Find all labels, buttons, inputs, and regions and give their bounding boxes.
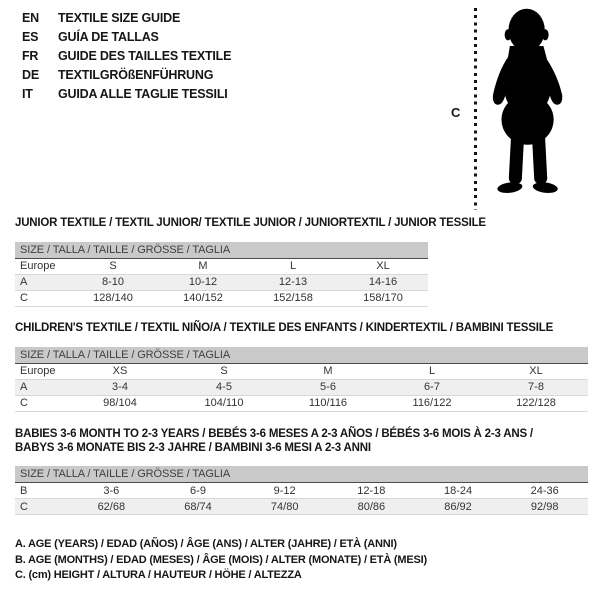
- footnote-list: [15, 537, 427, 584]
- table-row: [15, 291, 428, 307]
- footnote-line: C. (cm) HEIGHT / ALTURA / HAUTEUR / HÖHE / ALTEZZA: [15, 569, 302, 581]
- size-cell: L: [428, 365, 436, 377]
- language-list: [22, 9, 231, 104]
- size-cell: 4-5: [216, 381, 232, 393]
- size-cell: 9-12: [273, 484, 296, 497]
- table-title-line2: BABYS 3-6 MONATE BIS 2-3 JAHRE / BAMBINI 3-6 MESI A 2-3 ANNI: [15, 441, 371, 454]
- language-code: EN: [22, 11, 39, 25]
- size-cell: 6-7: [424, 381, 440, 393]
- language-row: [22, 66, 231, 85]
- language-label: TEXTILGRÖßENFÜHRUNG: [58, 68, 214, 82]
- table-body: [15, 483, 588, 515]
- size-cell: 18-24: [443, 484, 473, 497]
- language-row: [22, 28, 231, 47]
- size-cell: 128/140: [93, 292, 133, 304]
- height-c-label: C: [451, 105, 461, 120]
- table-row: [15, 380, 588, 396]
- size-cell: 10-12: [188, 276, 218, 288]
- size-cell: 5-6: [320, 381, 336, 393]
- table-title: JUNIOR TEXTILE / TEXTIL JUNIOR/ TEXTILE JUNIOR / JUNIORTEXTIL / JUNIOR TESSILE: [15, 217, 486, 229]
- size-table-section-babies: [15, 428, 588, 515]
- size-cell: 116/122: [412, 397, 452, 409]
- table-row: [15, 499, 588, 515]
- size-cell: 24-36: [530, 484, 559, 497]
- size-cell: S: [109, 260, 117, 272]
- size-cell: 3-6: [103, 484, 120, 497]
- size-cell: 62/68: [97, 500, 126, 513]
- language-code: FR: [22, 49, 39, 63]
- size-cell: 6-9: [190, 484, 206, 497]
- language-row: [22, 47, 231, 66]
- size-cell: 7-8: [528, 381, 544, 393]
- row-label: A: [20, 381, 28, 393]
- baby-silhouette-icon: [481, 5, 576, 210]
- language-label: GUIDE DES TAILLES TEXTILE: [58, 49, 232, 63]
- size-cell: 12-13: [278, 276, 308, 288]
- language-code: DE: [22, 68, 39, 82]
- size-cell: 12-18: [357, 484, 386, 497]
- row-label: Europe: [20, 365, 56, 377]
- size-cell: S: [220, 365, 228, 377]
- height-dotted-line: [474, 8, 477, 210]
- table-row: [15, 364, 588, 380]
- table-row: [15, 483, 588, 499]
- size-cell: 140/152: [183, 292, 223, 304]
- language-code: IT: [22, 87, 33, 101]
- size-cell: 158/170: [363, 292, 403, 304]
- size-cell: 68/74: [184, 500, 212, 513]
- table-body: [15, 364, 588, 412]
- language-label: TEXTILE SIZE GUIDE: [58, 11, 181, 25]
- size-cell: 8-10: [101, 276, 125, 288]
- table-title: CHILDREN'S TEXTILE / TEXTIL NIÑO/A / TEXTILE DES ENFANTS / KINDERTEXTIL / BAMBINI TESSILE: [15, 322, 554, 334]
- size-header-bar: SIZE / TALLA / TAILLE / GRÖSSE / TAGLIA: [15, 242, 428, 259]
- footnote-line: A. AGE (YEARS) / EDAD (AÑOS) / ÂGE (ANS) / ALTER (JAHRE) / ETÀ (ANNI): [15, 538, 397, 550]
- size-cell: 3-4: [112, 381, 128, 393]
- size-table-section-junior: [15, 217, 486, 307]
- size-header-bar: SIZE / TALLA / TAILLE / GRÖSSE / TAGLIA: [15, 347, 588, 364]
- size-cell: 74/80: [270, 500, 299, 513]
- size-cell: 86/92: [444, 500, 472, 513]
- row-label: C: [20, 397, 28, 409]
- size-header-bar: SIZE / TALLA / TAILLE / GRÖSSE / TAGLIA: [15, 466, 588, 483]
- language-row: [22, 85, 231, 104]
- table-row: [15, 275, 428, 291]
- size-cell: 122/128: [516, 397, 556, 409]
- size-cell: 14-16: [368, 276, 398, 288]
- size-cell: 152/158: [273, 292, 313, 304]
- row-label: C: [20, 500, 28, 513]
- size-cell: 80/86: [357, 500, 386, 513]
- table-row: [15, 259, 428, 275]
- row-label: C: [20, 292, 28, 304]
- size-cell: 98/104: [103, 397, 137, 409]
- language-label: GUIDA ALLE TAGLIE TESSILI: [58, 87, 228, 101]
- language-row: [22, 9, 231, 28]
- row-label: A: [20, 276, 28, 288]
- row-label: Europe: [20, 260, 56, 272]
- size-cell: L: [289, 260, 297, 272]
- size-table-section-children: [15, 322, 588, 412]
- size-cell: XL: [529, 365, 543, 377]
- size-cell: M: [198, 260, 208, 272]
- language-code: ES: [22, 30, 39, 44]
- size-cell: 104/110: [204, 397, 244, 409]
- size-cell: XS: [112, 365, 128, 377]
- size-cell: XL: [376, 260, 390, 272]
- size-cell: 92/98: [530, 500, 559, 513]
- table-title: BABIES 3-6 MONTH TO 2-3 YEARS / BEBÉS 3-6 MESES A 2-3 AÑOS / BÉBÉS 3-6 MOIS À 2-3 ANS /: [15, 428, 533, 440]
- table-body: [15, 259, 428, 307]
- row-label: B: [20, 484, 28, 497]
- table-row: [15, 396, 588, 412]
- language-label: GUÍA DE TALLAS: [58, 30, 159, 44]
- size-cell: 110/116: [308, 397, 348, 409]
- size-cell: M: [323, 365, 333, 377]
- footnote-line: B. AGE (MONTHS) / EDAD (MESES) / ÂGE (MOIS) / ALTER (MONATE) / ETÀ (MESI): [15, 553, 427, 566]
